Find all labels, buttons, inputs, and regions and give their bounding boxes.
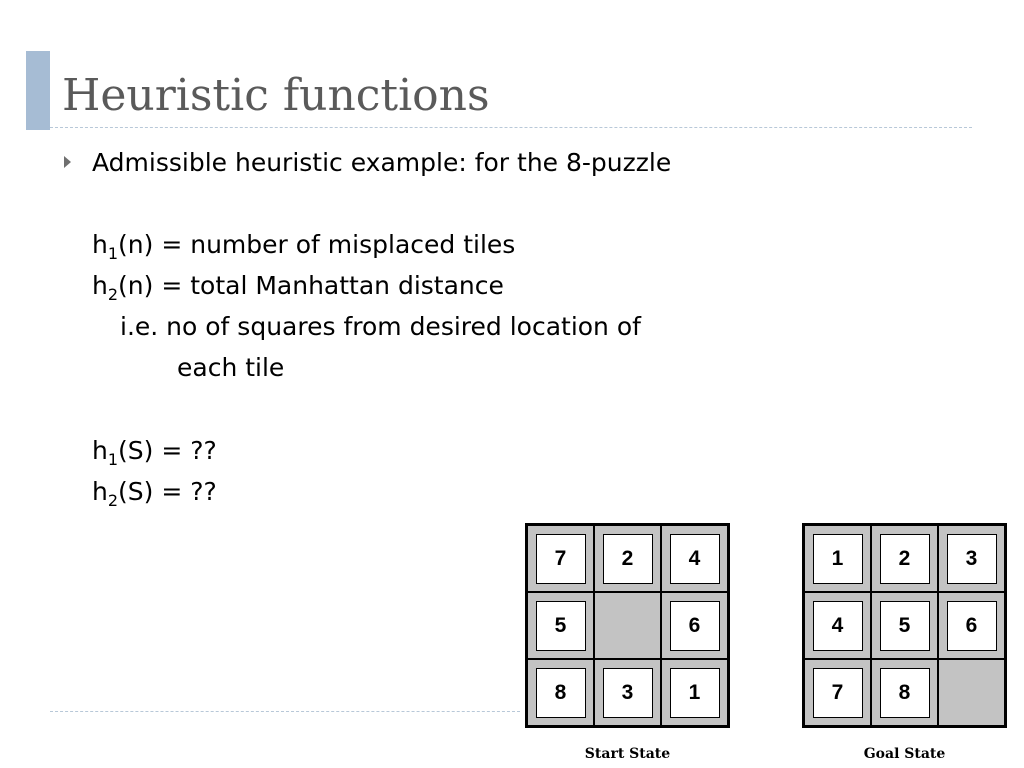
h2-start-question: $h_2(S)$ = ??	[92, 477, 217, 510]
board-cell	[594, 525, 661, 592]
board-cell	[938, 592, 1005, 659]
board-cell	[804, 592, 871, 659]
board-cell	[938, 525, 1005, 592]
board-cell	[661, 592, 728, 659]
board-cell	[804, 525, 871, 592]
puzzle-tile: 2	[603, 534, 653, 584]
title-accent-bar	[26, 51, 50, 130]
footer-divider	[50, 711, 520, 712]
puzzle-tile: 1	[813, 534, 863, 584]
goal-state-caption: Goal State	[863, 746, 946, 762]
bullet-arrow-icon	[64, 156, 71, 168]
board-cell	[661, 659, 728, 726]
puzzle-tile: 6	[947, 601, 997, 651]
puzzle-tile: 6	[670, 601, 720, 651]
start-state-board	[525, 523, 730, 728]
puzzle-tile: 8	[536, 668, 586, 718]
title-divider	[50, 127, 972, 128]
goal-state-board	[802, 523, 1007, 728]
h1-definition: $h_1(n)$ = number of misplaced tiles	[92, 230, 516, 263]
puzzle-tile: 8	[880, 668, 930, 718]
puzzle-tile: 3	[603, 668, 653, 718]
puzzle-tile: 4	[670, 534, 720, 584]
puzzle-tile: 7	[813, 668, 863, 718]
start-state-caption: Start State	[584, 746, 671, 762]
each-tile-text: each tile	[177, 353, 285, 382]
h2-definition: $h_2(n)$ = total Manhattan distance	[92, 271, 504, 304]
board-cell	[661, 525, 728, 592]
puzzle-tile: 3	[947, 534, 997, 584]
ie-explanation: i.e. no of squares from desired location of	[120, 312, 641, 341]
board-cell	[527, 592, 594, 659]
blank-cell	[938, 659, 1005, 726]
board-cell	[804, 659, 871, 726]
board-cell	[594, 659, 661, 726]
puzzle-tile: 5	[880, 601, 930, 651]
puzzle-tile: 5	[536, 601, 586, 651]
board-cell	[871, 659, 938, 726]
board-cell	[527, 525, 594, 592]
puzzle-tile: 7	[536, 534, 586, 584]
board-cell	[527, 659, 594, 726]
puzzle-tile: 1	[670, 668, 720, 718]
blank-cell	[594, 592, 661, 659]
board-cell	[871, 525, 938, 592]
slide-title: Heuristic functions	[62, 70, 490, 121]
puzzle-tile: 2	[880, 534, 930, 584]
board-cell	[871, 592, 938, 659]
h1-start-question: $h_1(S)$ = ??	[92, 436, 217, 469]
bullet-text: Admissible heuristic example: for the 8-puzzle	[92, 148, 672, 177]
puzzle-tile: 4	[813, 601, 863, 651]
